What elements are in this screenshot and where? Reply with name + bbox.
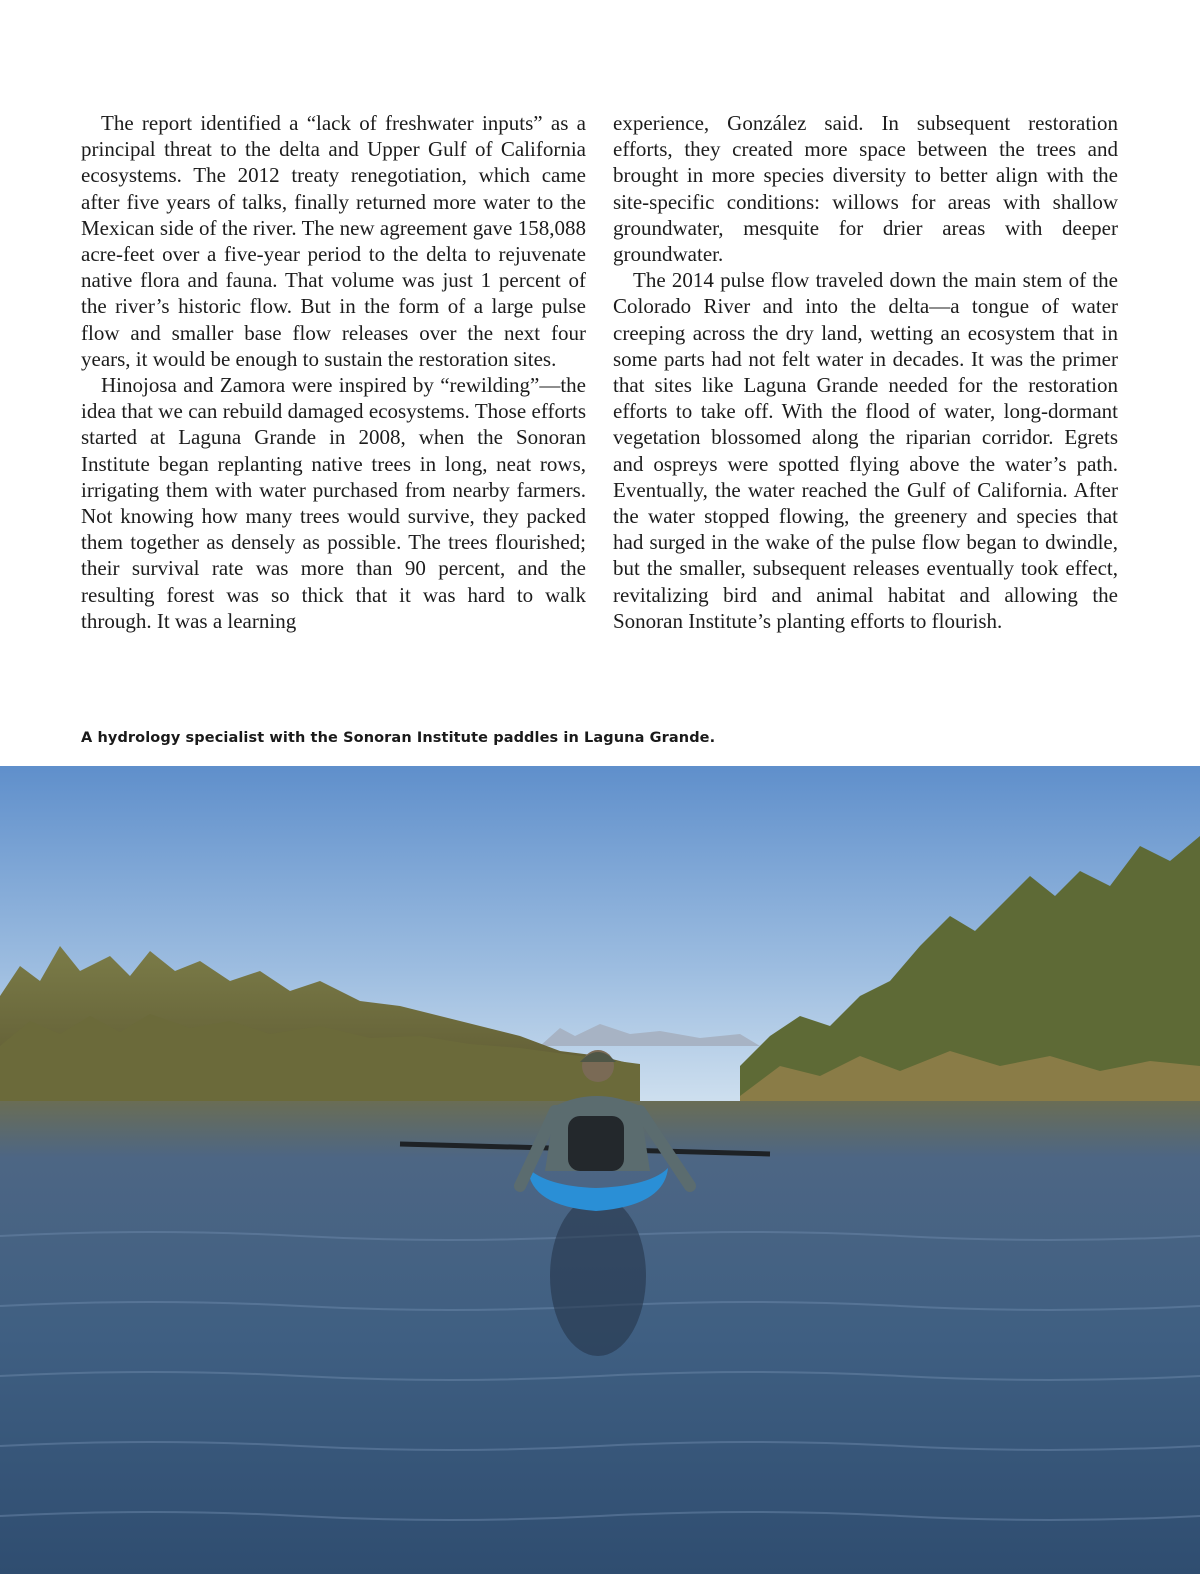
text-column-left xyxy=(81,110,586,634)
article-body xyxy=(81,110,1121,670)
text-column-right xyxy=(613,110,1118,634)
kayak-photo xyxy=(0,766,1200,1574)
paragraph-learning-experience: experience, González said. In subsequent restoration efforts, they created more space between the trees and brought in more species diversity to better align with the site-specific conditions: willows for areas with shallow groundwater, mesquite for drier areas with deeper groundwater. xyxy=(613,111,1118,267)
kayak-seat xyxy=(568,1116,624,1171)
paragraph-freshwater-inputs: The report identified a “lack of freshwater inputs” as a principal threat to the delta and Upper Gulf of California ecosystems. The 2012 treaty renegotiation, which came after five years of talks, finally returned more water to the Mexican side of the river. The new agreement gave 158,088 acre-feet over a five-year period to the delta to rejuvenate native flora and fauna. That volume was just 1 percent of the river’s historic flow. But in the form of a large pulse flow and smaller base flow releases over the next four years, it would be enough to sustain the restoration sites. xyxy=(81,111,586,371)
paragraph-rewilding: Hinojosa and Zamora were inspired by “rewilding”—the idea that we can rebuild damaged ecosystems. Those efforts started at Laguna Grande in 2008, when the Sonoran Institute began replanting native trees in long, neat rows, irrigating them with water purchased from nearby farmers. Not knowing how many trees would survive, they packed them together as densely as possible. The trees flourished; their survival rate was more than 90 percent, and the resulting forest was so thick that it was hard to walk through. It was a learning xyxy=(81,373,586,633)
paragraph-pulse-flow: The 2014 pulse flow traveled down the main stem of the Colorado River and into the delta—a tongue of water creeping across the dry land, wetting an ecosystem that in some parts had not felt water in decades. It was the primer that sites like Laguna Grande needed for the restoration efforts to take off. With the flood of water, long-dormant vegetation blossomed along the riparian corridor. Egrets and ospreys were spotted flying above the water’s path. Eventually, the water reached the Gulf of California. After the water stopped flowing, the greenery and species that had surged in the wake of the pulse flow began to dwindle, but the smaller, subsequent releases eventually took effect, revitalizing bird and animal habitat and allowing the Sonoran Institute’s planting efforts to flourish. xyxy=(613,268,1118,633)
photo-caption: A hydrology specialist with the Sonoran Institute paddles in Laguna Grande. xyxy=(81,730,716,746)
kayaker-reflection xyxy=(550,1196,646,1356)
